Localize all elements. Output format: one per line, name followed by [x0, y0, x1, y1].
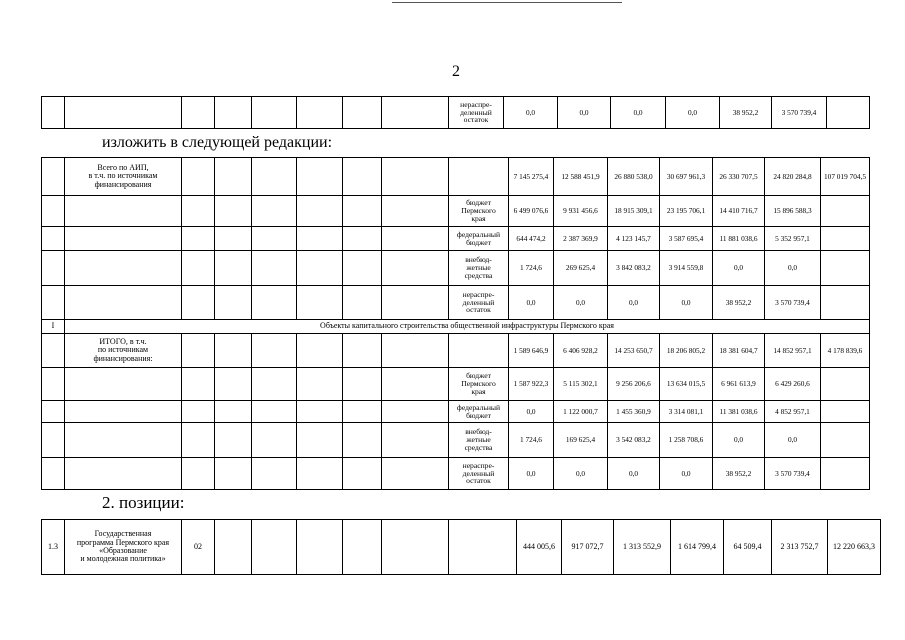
value-cell: 2 387 369,9 [554, 227, 608, 251]
empty-cell [382, 401, 449, 423]
value-cell: 4 178 839,6 [821, 334, 870, 368]
empty-cell [182, 423, 215, 458]
value-cell [821, 368, 870, 401]
value-cell: 0,0 [608, 286, 660, 320]
value-cell: 26 330 707,5 [713, 158, 765, 196]
value-cell: 30 697 961,3 [660, 158, 713, 196]
empty-cell [42, 368, 65, 401]
value-cell [821, 251, 870, 286]
empty-cell [42, 158, 65, 196]
value-cell: 0,0 [509, 458, 554, 490]
page-number: 2 [452, 63, 460, 80]
value-cell: 0,0 [765, 251, 821, 286]
empty-cell [215, 158, 252, 196]
value-cell: 9 256 206,6 [608, 368, 660, 401]
value-cell: 5 115 302,1 [554, 368, 608, 401]
empty-cell [382, 196, 449, 227]
section-number-cell: I [42, 320, 65, 334]
value-cell: 6 961 613,9 [713, 368, 765, 401]
table-row [42, 97, 870, 129]
value-cell: 1 122 000,7 [554, 401, 608, 423]
empty-cell [343, 520, 382, 575]
empty-cell [343, 286, 382, 320]
empty-cell [297, 97, 343, 129]
section-row [42, 320, 870, 334]
empty-cell [449, 158, 509, 196]
value-cell: 3 314 081,1 [660, 401, 713, 423]
value-cell: 0,0 [558, 97, 611, 129]
empty-cell [215, 334, 252, 368]
value-cell: 12 220 663,3 [828, 520, 881, 575]
empty-cell [182, 97, 215, 129]
row-number-cell: 1.3 [42, 520, 65, 575]
empty-cell [182, 286, 215, 320]
empty-cell [252, 368, 297, 401]
source-cell: внебюд- жетные средства [449, 251, 509, 286]
value-cell: 444 005,6 [517, 520, 562, 575]
value-cell: 7 145 275,4 [509, 158, 554, 196]
empty-cell [252, 286, 297, 320]
value-cell: 917 072,7 [562, 520, 614, 575]
value-cell: 6 429 260,6 [765, 368, 821, 401]
source-cell: федеральный бюджет [449, 227, 509, 251]
value-cell: 11 881 038,6 [713, 227, 765, 251]
empty-cell [297, 251, 343, 286]
empty-cell [297, 458, 343, 490]
value-cell: 38 952,2 [713, 286, 765, 320]
empty-cell [297, 520, 343, 575]
table-top-fragment [41, 96, 870, 129]
empty-cell [42, 227, 65, 251]
empty-cell [182, 158, 215, 196]
value-cell: 24 820 284,8 [765, 158, 821, 196]
empty-cell [382, 458, 449, 490]
table-row-total [42, 334, 870, 368]
empty-cell [343, 227, 382, 251]
empty-cell [65, 251, 182, 286]
value-cell: 14 410 716,7 [713, 196, 765, 227]
value-cell: 14 253 650,7 [608, 334, 660, 368]
value-cell: 1 313 552,9 [614, 520, 671, 575]
empty-cell [42, 196, 65, 227]
value-cell: 269 625,4 [554, 251, 608, 286]
empty-cell [382, 520, 449, 575]
value-cell: 0,0 [608, 458, 660, 490]
empty-cell [215, 423, 252, 458]
empty-cell [343, 368, 382, 401]
table-row [42, 227, 870, 251]
empty-cell [252, 334, 297, 368]
empty-cell [42, 458, 65, 490]
value-cell: 3 587 695,4 [660, 227, 713, 251]
empty-cell [65, 401, 182, 423]
empty-cell [65, 286, 182, 320]
value-cell: 0,0 [713, 251, 765, 286]
empty-cell [252, 401, 297, 423]
empty-cell [382, 158, 449, 196]
value-cell: 3 570 739,4 [765, 286, 821, 320]
empty-cell [42, 401, 65, 423]
value-cell: 6 406 928,2 [554, 334, 608, 368]
value-cell: 11 381 038,6 [713, 401, 765, 423]
value-cell: 3 842 083,2 [608, 251, 660, 286]
empty-cell [42, 97, 65, 129]
source-cell: бюджет Пермского края [449, 368, 509, 401]
value-cell: 1 587 922,3 [509, 368, 554, 401]
value-cell: 9 931 456,6 [554, 196, 608, 227]
empty-cell [65, 368, 182, 401]
empty-cell [215, 401, 252, 423]
empty-cell [42, 251, 65, 286]
table-row [42, 251, 870, 286]
value-cell: 3 570 739,4 [772, 97, 827, 129]
empty-cell [215, 196, 252, 227]
table-row [42, 458, 870, 490]
value-cell: 0,0 [660, 458, 713, 490]
value-cell: 0,0 [554, 458, 608, 490]
empty-cell [182, 368, 215, 401]
value-cell: 0,0 [611, 97, 666, 129]
value-cell: 18 206 805,2 [660, 334, 713, 368]
empty-cell [382, 368, 449, 401]
empty-cell [182, 334, 215, 368]
empty-cell [215, 520, 252, 575]
value-cell: 14 852 957,1 [765, 334, 821, 368]
value-cell: 23 195 706,1 [660, 196, 713, 227]
value-cell: 38 952,2 [720, 97, 772, 129]
value-cell: 0,0 [765, 423, 821, 458]
value-cell: 12 588 451,9 [554, 158, 608, 196]
empty-cell [382, 97, 449, 129]
empty-cell [297, 227, 343, 251]
empty-cell [343, 423, 382, 458]
empty-cell [252, 196, 297, 227]
empty-cell [215, 286, 252, 320]
total-label-cell: ИТОГО, в т.ч. по источникам финансирования: [65, 334, 182, 368]
empty-cell [343, 158, 382, 196]
empty-cell [65, 423, 182, 458]
empty-cell [343, 97, 382, 129]
empty-cell [215, 458, 252, 490]
empty-cell [449, 520, 517, 575]
value-cell: 13 634 015,5 [660, 368, 713, 401]
top-rule [392, 2, 622, 3]
value-cell: 0,0 [509, 401, 554, 423]
empty-cell [297, 196, 343, 227]
value-cell: 1 614 799,4 [671, 520, 724, 575]
empty-cell [42, 334, 65, 368]
value-cell: 26 880 538,0 [608, 158, 660, 196]
empty-cell [297, 158, 343, 196]
table-row [42, 520, 881, 575]
empty-cell [297, 423, 343, 458]
empty-cell [343, 251, 382, 286]
value-cell [821, 458, 870, 490]
empty-cell [65, 196, 182, 227]
value-cell: 0,0 [554, 286, 608, 320]
empty-cell [343, 334, 382, 368]
value-cell: 4 852 957,1 [765, 401, 821, 423]
empty-cell [252, 227, 297, 251]
empty-cell [382, 423, 449, 458]
empty-cell [252, 97, 297, 129]
source-cell: нераспре- деленный остаток [449, 458, 509, 490]
value-cell: 1 724,6 [509, 423, 554, 458]
empty-cell [182, 251, 215, 286]
table-row [42, 368, 870, 401]
empty-cell [297, 334, 343, 368]
table-row [42, 401, 870, 423]
code-cell: 02 [182, 520, 215, 575]
value-cell: 3 570 739,4 [765, 458, 821, 490]
program-name-cell: Государственная программа Пермского края «Образование и молодежная политика» [65, 520, 182, 575]
heading-positions: 2. позиции: [102, 493, 185, 512]
table-bottom-position [41, 519, 881, 575]
heading-new-edition: изложить в следующей редакции: [102, 134, 333, 151]
value-cell: 3 542 083,2 [608, 423, 660, 458]
empty-cell [252, 423, 297, 458]
empty-cell [215, 97, 252, 129]
empty-cell [297, 401, 343, 423]
empty-cell [65, 458, 182, 490]
empty-cell [449, 334, 509, 368]
value-cell [821, 423, 870, 458]
source-cell: внебюд- жетные средства [449, 423, 509, 458]
value-cell: 1 258 708,6 [660, 423, 713, 458]
empty-cell [252, 158, 297, 196]
value-cell: 6 499 076,6 [509, 196, 554, 227]
empty-cell [215, 368, 252, 401]
empty-cell [42, 423, 65, 458]
empty-cell [343, 458, 382, 490]
value-cell: 644 474,2 [509, 227, 554, 251]
value-cell: 0,0 [509, 286, 554, 320]
total-label-cell: Всего по АИП, в т.ч. по источникам финансирования [65, 158, 182, 196]
value-cell: 4 123 145,7 [608, 227, 660, 251]
value-cell: 1 724,6 [509, 251, 554, 286]
value-cell: 64 509,4 [724, 520, 772, 575]
value-cell: 169 625,4 [554, 423, 608, 458]
empty-cell [65, 227, 182, 251]
value-cell [821, 227, 870, 251]
empty-cell [182, 227, 215, 251]
value-cell: 0,0 [504, 97, 558, 129]
empty-cell [343, 401, 382, 423]
empty-cell [382, 251, 449, 286]
empty-cell [382, 286, 449, 320]
empty-cell [42, 286, 65, 320]
empty-cell [297, 368, 343, 401]
value-cell: 0,0 [666, 97, 720, 129]
table-row-total [42, 158, 870, 196]
empty-cell [182, 458, 215, 490]
value-cell: 18 381 604,7 [713, 334, 765, 368]
empty-cell [252, 458, 297, 490]
table-row [42, 196, 870, 227]
value-cell: 1 589 646,9 [509, 334, 554, 368]
empty-cell [215, 227, 252, 251]
empty-cell [252, 251, 297, 286]
empty-cell [65, 97, 182, 129]
value-cell [821, 401, 870, 423]
empty-cell [382, 227, 449, 251]
value-cell: 1 455 360,9 [608, 401, 660, 423]
value-cell [821, 286, 870, 320]
empty-cell [343, 196, 382, 227]
value-cell: 0,0 [660, 286, 713, 320]
value-cell [827, 97, 870, 129]
empty-cell [297, 286, 343, 320]
value-cell: 5 352 957,1 [765, 227, 821, 251]
source-cell: нераспре- деленный остаток [449, 286, 509, 320]
empty-cell [182, 401, 215, 423]
value-cell: 0,0 [713, 423, 765, 458]
table-row [42, 286, 870, 320]
empty-cell [182, 196, 215, 227]
value-cell: 38 952,2 [713, 458, 765, 490]
table-row [42, 423, 870, 458]
empty-cell [215, 251, 252, 286]
empty-cell [382, 334, 449, 368]
value-cell: 107 019 704,5 [821, 158, 870, 196]
source-cell: федеральный бюджет [449, 401, 509, 423]
table-main [41, 157, 870, 490]
value-cell: 3 914 559,8 [660, 251, 713, 286]
value-cell: 2 313 752,7 [772, 520, 828, 575]
value-cell: 15 896 588,3 [765, 196, 821, 227]
source-cell: нераспре- деленный остаток [449, 97, 504, 129]
source-cell: бюджет Пермского края [449, 196, 509, 227]
empty-cell [252, 520, 297, 575]
value-cell [821, 196, 870, 227]
section-title-cell: Объекты капитального строительства общественной инфраструктуры Пермского края [65, 320, 870, 334]
value-cell: 18 915 309,1 [608, 196, 660, 227]
